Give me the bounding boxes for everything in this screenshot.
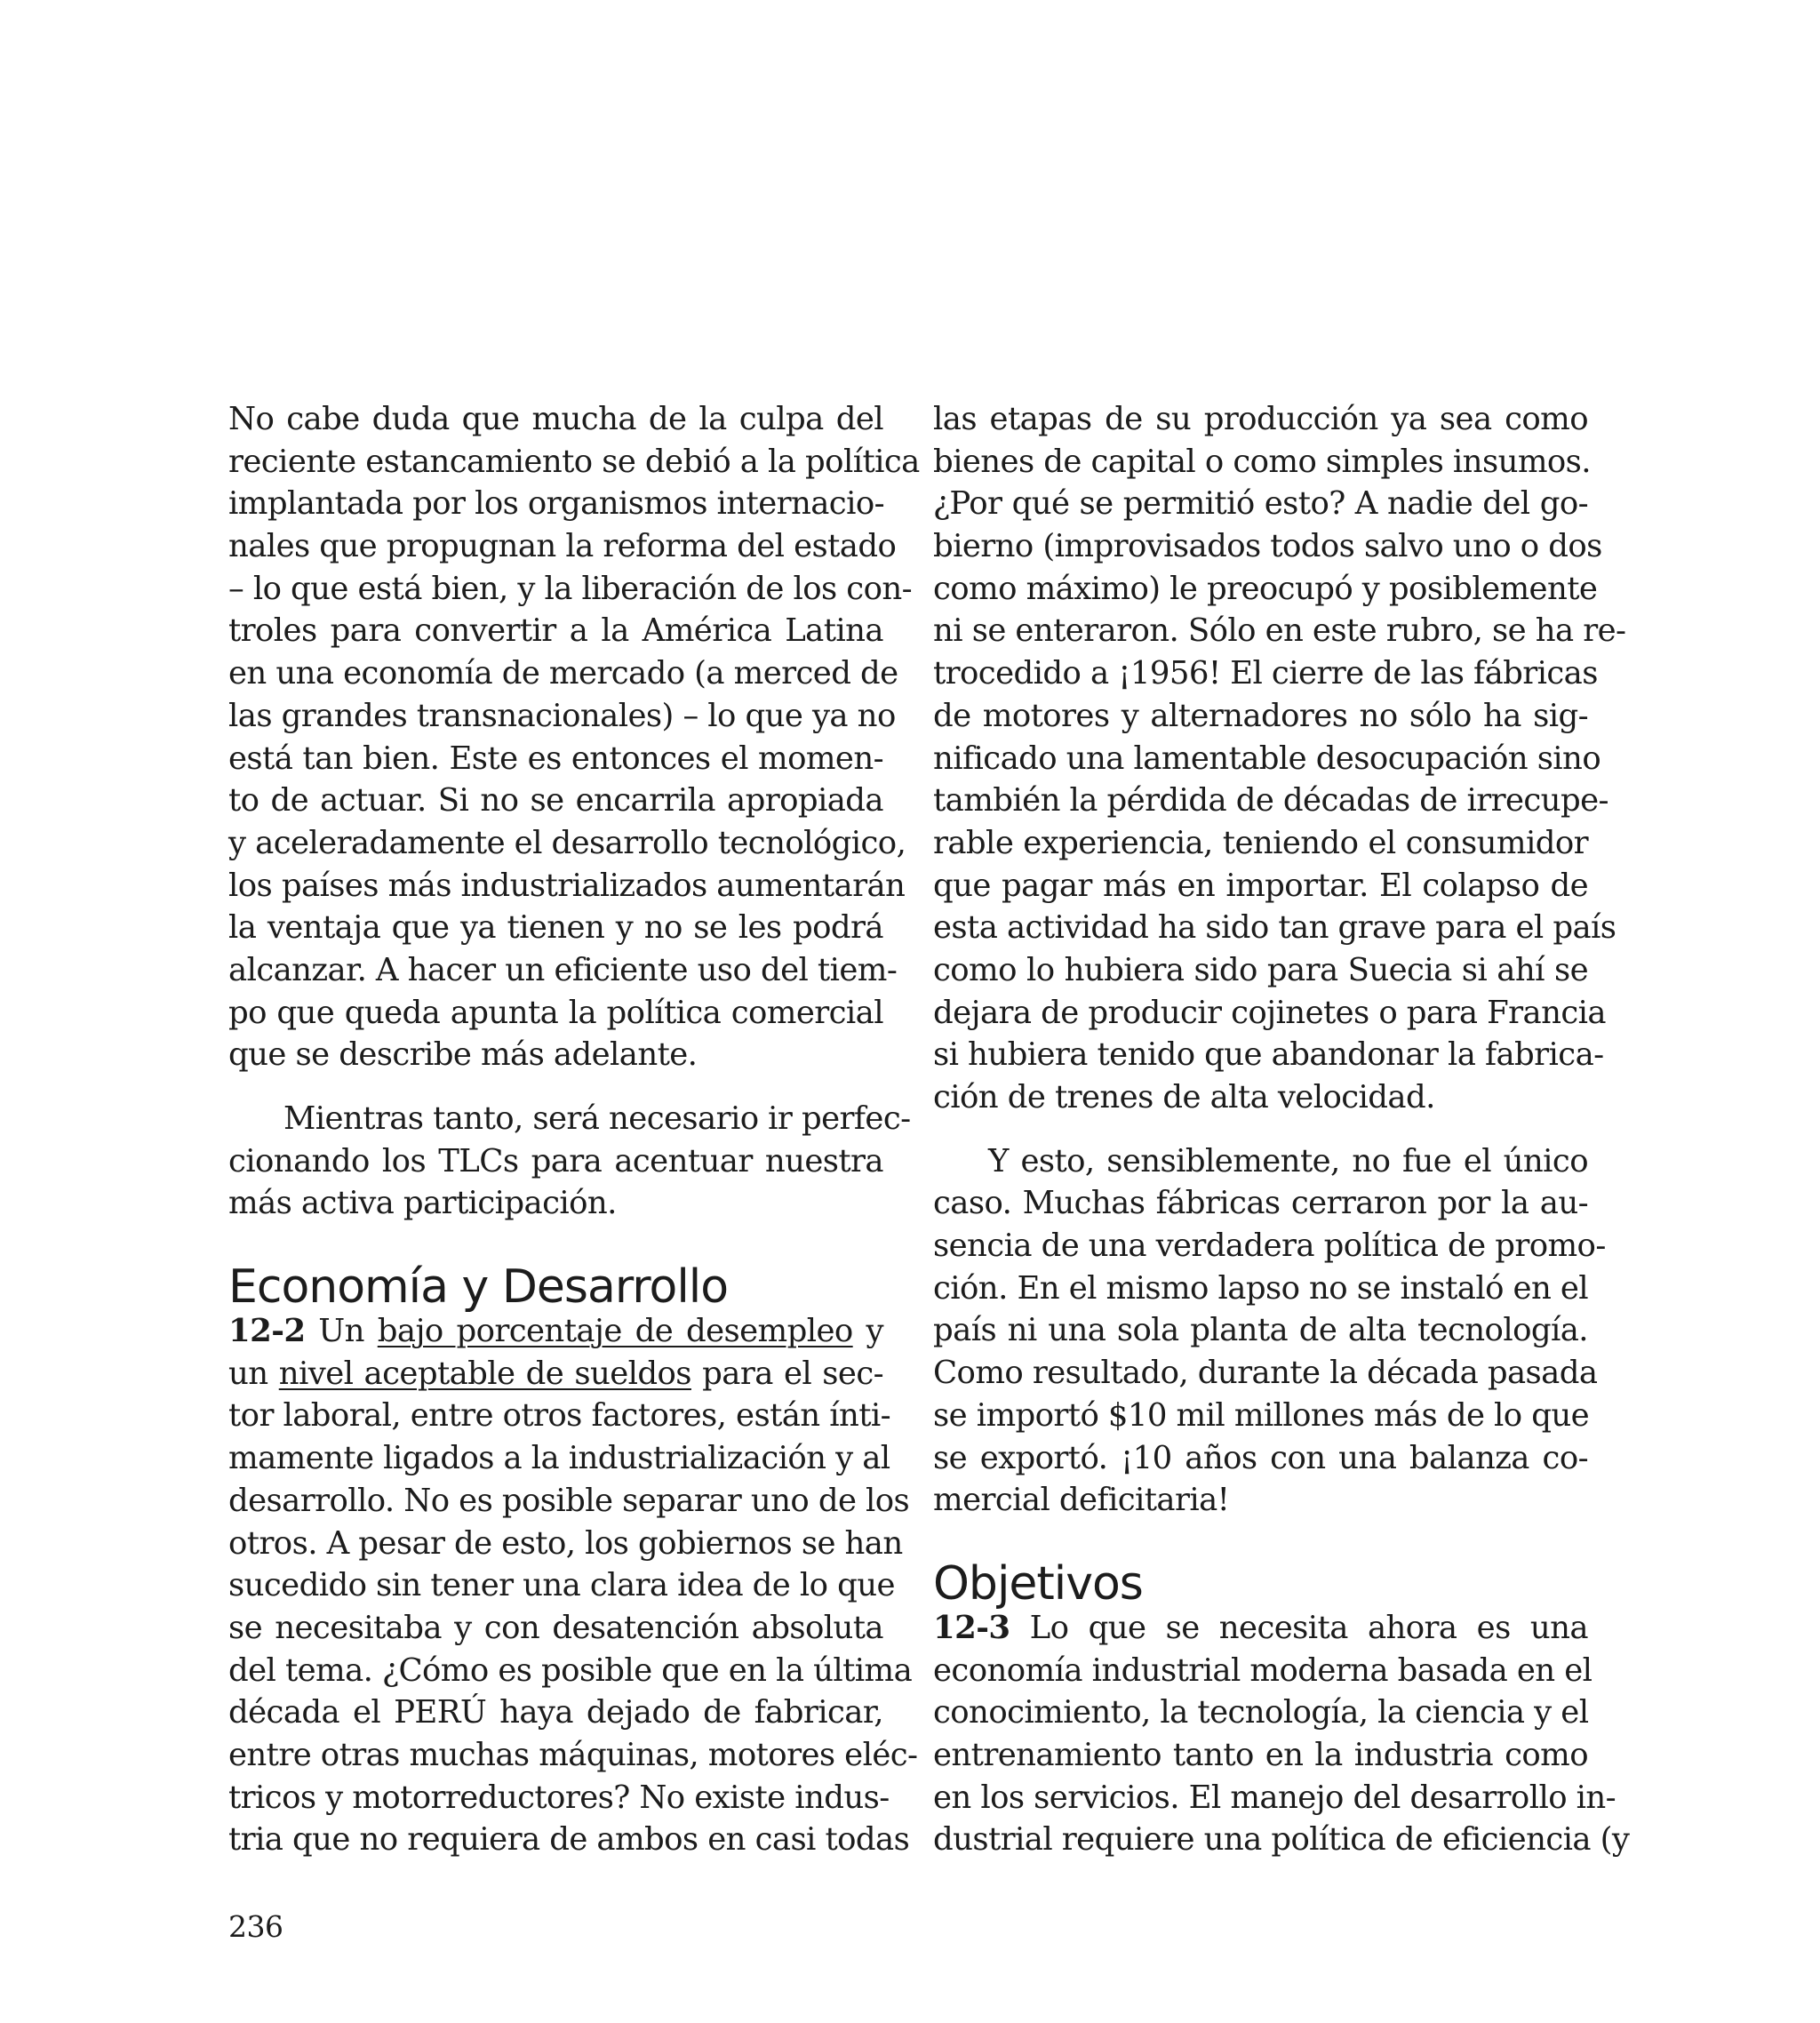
text-line: desarrollo. No es posible separar uno de los <box>228 1482 910 1519</box>
text-line: nificado una lamentable desocupación sino <box>933 740 1601 777</box>
section-12-3-body <box>933 1607 1630 1861</box>
text-line: ción de trenes de alta velocidad. <box>933 1079 1435 1115</box>
section-12-3-line: 12-3 Lo que se necesita ahora es una <box>933 1609 1588 1646</box>
left-column <box>228 398 920 1861</box>
text-line: y aceleradamente el desarrollo tecnológico, <box>228 824 906 861</box>
text-line: los países más industrializados aumentarán <box>228 867 906 904</box>
right-column <box>933 398 1630 1861</box>
text-line: está tan bien. Este es entonces el momen- <box>228 740 883 777</box>
text-line: la ventaja que ya tienen y no se les podrá <box>228 909 883 947</box>
text-line: se exportó. ¡10 años con una balanza co- <box>933 1439 1588 1476</box>
text-line: economía industrial moderna basada en el <box>933 1651 1592 1689</box>
text-line: entrenamiento tanto en la industria como <box>933 1736 1588 1773</box>
section-heading-economia: Economía y Desarrollo <box>228 1260 729 1315</box>
text-line: en una economía de mercado (a merced de <box>228 655 898 692</box>
text-line: po que queda apunta la política comercial <box>228 994 883 1031</box>
text-line: dustrial requiere una política de eficiencia (y <box>933 1821 1630 1859</box>
left-paragraph-1 <box>228 398 920 1076</box>
text-line: Mientras tanto, será necesario ir perfec- <box>283 1100 911 1137</box>
text-line: to de actuar. Si no se encarrila apropiada <box>228 782 883 820</box>
text-line: en los servicios. El manejo del desarrollo in- <box>933 1779 1616 1816</box>
right-paragraph-2 <box>933 1140 1606 1522</box>
text-line: bierno (improvisados todos salvo uno o dos <box>933 528 1602 565</box>
text-line: mercial deficitaria! <box>933 1482 1230 1519</box>
section-12-2-line: un nivel aceptable de sueldos para el sec- <box>228 1355 884 1392</box>
text-line: troles para convertir a la América Latina <box>228 612 883 650</box>
left-paragraph-2 <box>228 1098 911 1225</box>
text-line: ¿Por qué se permitió esto? A nadie del go- <box>933 485 1588 523</box>
text-line: conocimiento, la tecnología, la ciencia y el <box>933 1694 1589 1731</box>
text-line: ción. En el mismo lapso no se instaló en el <box>933 1269 1589 1307</box>
section-number: 12-2 <box>228 1313 306 1350</box>
text-line: más activa participación. <box>228 1185 617 1222</box>
text-line: se importó $10 mil millones más de lo que <box>933 1396 1590 1434</box>
text-line: las grandes transnacionales) – lo que ya no <box>228 697 896 734</box>
text-line: nales que propugnan la reforma del estado <box>228 528 897 565</box>
text-line: se necesitaba y con desatención absoluta <box>228 1609 883 1646</box>
section-12-2-lines <box>228 1395 918 1861</box>
text-line: reciente estancamiento se debió a la política <box>228 443 920 480</box>
section-12-3-lines <box>933 1650 1630 1861</box>
section-12-2-body <box>228 1310 918 1861</box>
section-number: 12-3 <box>933 1609 1010 1646</box>
text-line: tria que no requiera de ambos en casi todas <box>228 1821 910 1859</box>
text-line: trocedido a ¡1956! El cierre de las fábricas <box>933 655 1598 692</box>
text-line: tricos y motorreductores? No existe indus- <box>228 1779 890 1816</box>
section-12-2-line: 12-2 Un bajo porcentaje de desempleo y <box>228 1313 883 1350</box>
page-number: 236 <box>228 1909 283 1944</box>
text-line: del tema. ¿Cómo es posible que en la última <box>228 1651 913 1689</box>
text-line: No cabe duda que mucha de la culpa del <box>228 401 883 437</box>
text-line: también la pérdida de décadas de irrecupe- <box>933 782 1608 820</box>
text-line: ni se enteraron. Sólo en este rubro, se ha re- <box>933 612 1626 650</box>
text-line: implantada por los organismos internacio- <box>228 485 885 523</box>
text-line: las etapas de su producción ya sea como <box>933 401 1588 437</box>
section-heading-objetivos: Objetivos <box>933 1556 1143 1611</box>
text-line: – lo que está bien, y la liberación de los con- <box>228 570 913 607</box>
text-line: que pagar más en importar. El colapso de <box>933 867 1588 904</box>
underlined-term: nivel aceptable de sueldos <box>278 1355 691 1392</box>
text-line: de motores y alternadores no sólo ha sig- <box>933 697 1588 734</box>
text-line: dejara de producir cojinetes o para Francia <box>933 994 1606 1031</box>
text-line: sucedido sin tener una clara idea de lo que <box>228 1567 895 1604</box>
text-line: que se describe más adelante. <box>228 1036 698 1074</box>
text-line: como lo hubiera sido para Suecia si ahí se <box>933 951 1588 988</box>
text-line: Como resultado, durante la década pasada <box>933 1355 1598 1392</box>
text-line: rable experiencia, teniendo el consumidor <box>933 824 1588 861</box>
text-line: otros. A pesar de esto, los gobiernos se han <box>228 1524 903 1562</box>
text-line: alcanzar. A hacer un eficiente uso del tiem- <box>228 951 898 988</box>
text-line: bienes de capital o como simples insumos. <box>933 443 1591 480</box>
text-line: década el PERÚ haya dejado de fabricar, <box>228 1694 883 1731</box>
underlined-term: bajo porcentaje de desempleo <box>377 1313 853 1350</box>
text-line: mamente ligados a la industrialización y al <box>228 1440 890 1477</box>
text-line: cionando los TLCs para acentuar nuestra <box>228 1142 883 1179</box>
text-line: como máximo) le preocupó y posiblemente <box>933 570 1598 607</box>
text-line: Y esto, sensiblemente, no fue el único <box>988 1142 1588 1179</box>
text-line: caso. Muchas fábricas cerraron por la au- <box>933 1185 1588 1222</box>
text-line: tor laboral, entre otros factores, están ínti- <box>228 1397 891 1435</box>
text-line: esta actividad ha sido tan grave para el país <box>933 909 1616 947</box>
text-line: entre otras muchas máquinas, motores eléc- <box>228 1736 918 1773</box>
text-line: país ni una sola planta de alta tecnología. <box>933 1312 1588 1349</box>
text-line: sencia de una verdadera política de promo- <box>933 1227 1606 1265</box>
text-line: si hubiera tenido que abandonar la fabrica- <box>933 1036 1604 1074</box>
right-paragraph-1 <box>933 398 1626 1119</box>
